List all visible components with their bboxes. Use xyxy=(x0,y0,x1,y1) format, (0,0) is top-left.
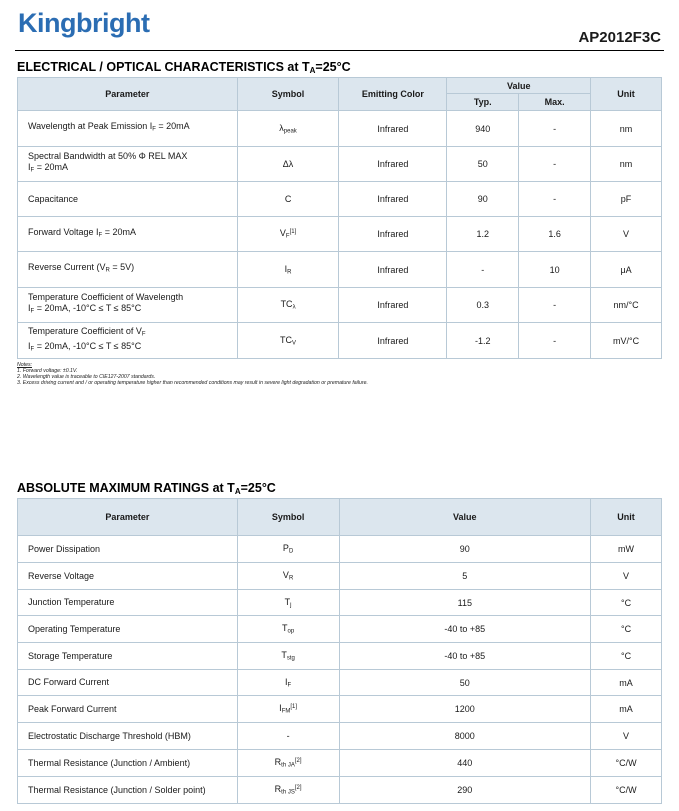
max-cell: - xyxy=(519,111,591,147)
header-parameter: Parameter xyxy=(18,499,238,536)
symbol-subscript: V xyxy=(292,340,297,347)
parameter-cell xyxy=(18,217,238,252)
symbol-text: T xyxy=(284,596,291,607)
symbol-cell xyxy=(237,323,339,359)
value-cell: 1200 xyxy=(339,696,591,723)
value-cell: -40 to +85 xyxy=(339,643,591,670)
parameter-subscript: F xyxy=(98,232,103,239)
symbol-cell xyxy=(237,563,339,590)
parameter-text: = 20mA xyxy=(155,121,190,132)
header-divider xyxy=(15,50,664,51)
header-unit: Unit xyxy=(591,499,662,536)
note-item: 2. Wavelength value is traceable to CIE127-2007 standards. xyxy=(17,374,156,380)
symbol-cell xyxy=(237,288,339,323)
symbol-superscript: [2] xyxy=(294,785,302,792)
symbol-cell xyxy=(237,696,339,723)
symbol-text: T xyxy=(282,623,288,634)
parameter-cell: Reverse Voltage xyxy=(18,563,238,590)
table-row xyxy=(18,563,662,590)
symbol-text: TC xyxy=(280,299,293,310)
kingbright-logo: Kingbright xyxy=(18,8,150,38)
symbol-cell xyxy=(237,111,339,147)
symbol-text: R xyxy=(274,784,282,795)
unit-cell: °C/W xyxy=(591,750,662,777)
parameter-text: = 20mA xyxy=(34,162,68,173)
max-cell: 10 xyxy=(519,252,591,288)
electrical-characteristics-table xyxy=(17,77,662,359)
header-symbol: Symbol xyxy=(237,499,339,536)
typ-cell: 940 xyxy=(447,111,519,147)
parameter-text: = 20mA xyxy=(102,226,136,237)
parameter-text: Forward Voltage I xyxy=(28,226,99,237)
symbol-subscript: R xyxy=(287,269,292,276)
symbol-subscript: stg xyxy=(286,655,295,662)
emitting-color-cell: Infrared xyxy=(339,182,447,217)
parameter-line xyxy=(28,121,237,136)
symbol-cell xyxy=(237,252,339,288)
symbol-subscript: th JS xyxy=(281,789,295,796)
symbol-cell xyxy=(237,590,339,616)
parameter-line xyxy=(28,227,237,242)
unit-cell: V xyxy=(591,563,662,590)
symbol-superscript: [1] xyxy=(289,229,297,236)
symbol-text: Δλ xyxy=(282,159,294,169)
symbol-cell xyxy=(237,750,339,777)
parameter-cell: Power Dissipation xyxy=(18,536,238,563)
symbol-text: C xyxy=(284,194,292,204)
unit-cell: V xyxy=(591,723,662,750)
table-row xyxy=(18,616,662,643)
parameter-line xyxy=(28,303,237,318)
table-row xyxy=(18,750,662,777)
unit-cell: °C xyxy=(591,643,662,670)
parameter-subscript: F xyxy=(30,308,35,315)
parameter-text: Temperature Coefficient of V xyxy=(28,326,142,336)
emitting-color-cell: Infrared xyxy=(339,217,447,252)
absolute-ratings-table xyxy=(17,498,662,804)
header-symbol: Symbol xyxy=(237,78,339,111)
table-row xyxy=(18,643,662,670)
note-item: 1. Forward voltage: ±0.1V. xyxy=(17,368,78,374)
symbol-subscript: λ xyxy=(292,304,296,311)
symbol-subscript: th JA xyxy=(281,762,295,769)
table-row xyxy=(18,182,662,217)
header-parameter: Parameter xyxy=(18,78,238,111)
typ-cell: - xyxy=(447,252,519,288)
value-cell: 90 xyxy=(339,536,591,563)
symbol-cell xyxy=(237,536,339,563)
header-max: Max. xyxy=(519,94,591,111)
symbol-cell xyxy=(237,643,339,670)
symbol-cell xyxy=(237,217,339,252)
unit-cell: pF xyxy=(591,182,662,217)
parameter-text: = 20mA, -10°C ≤ T ≤ 85°C xyxy=(34,340,142,351)
symbol-text: I xyxy=(285,676,288,687)
symbol-text: λ xyxy=(279,122,284,133)
parameter-text: Temperature Coefficient of Wavelength xyxy=(28,292,184,303)
parameter-cell: Thermal Resistance (Junction / Solder point) xyxy=(18,777,238,804)
unit-cell: °C/W xyxy=(591,777,662,804)
typ-cell: 1.2 xyxy=(447,217,519,252)
header-emitting-color: Emitting Color xyxy=(339,78,447,111)
parameter-line xyxy=(28,194,237,205)
symbol-cell xyxy=(237,723,339,750)
table-row xyxy=(18,777,662,804)
parameter-text: Capacitance xyxy=(28,193,79,204)
value-cell: 290 xyxy=(339,777,591,804)
value-cell: 50 xyxy=(339,670,591,696)
max-cell: - xyxy=(519,288,591,323)
symbol-text: V xyxy=(282,570,289,581)
unit-cell: nm xyxy=(591,111,662,147)
header-unit: Unit xyxy=(591,78,662,111)
symbol-text: P xyxy=(282,543,289,554)
parameter-cell: Electrostatic Discharge Threshold (HBM) xyxy=(18,723,238,750)
value-cell: 440 xyxy=(339,750,591,777)
parameter-cell xyxy=(18,323,238,359)
table-row xyxy=(18,670,662,696)
note-item: 3. Excess driving current and / or operating temperature higher than recommended conditions may result in severe light degradation or premature failure. xyxy=(17,380,368,386)
parameter-cell xyxy=(18,111,238,147)
symbol-subscript: F xyxy=(285,233,290,240)
symbol-text: R xyxy=(274,757,282,768)
emitting-color-cell: Infrared xyxy=(339,323,447,359)
parameter-text: = 20mA, -10°C ≤ T ≤ 85°C xyxy=(34,303,142,314)
typ-cell: -1.2 xyxy=(447,323,519,359)
part-number: AP2012F3C xyxy=(578,29,661,46)
value-cell: 5 xyxy=(339,563,591,590)
header-typ: Typ. xyxy=(447,94,519,111)
symbol-cell xyxy=(237,147,339,182)
unit-cell: mW xyxy=(591,536,662,563)
typ-cell: 50 xyxy=(447,147,519,182)
parameter-subscript: F xyxy=(30,346,35,352)
unit-cell: °C xyxy=(591,590,662,616)
electrical-section-title: ELECTRICAL / OPTICAL CHARACTERISTICS at $T_A=25^\circ C$ xyxy=(17,60,351,75)
parameter-text: Reverse Current (V xyxy=(28,262,106,273)
table-row xyxy=(18,147,662,182)
unit-cell: °C xyxy=(591,616,662,643)
symbol-text: T xyxy=(281,650,287,661)
typ-cell: 0.3 xyxy=(447,288,519,323)
unit-cell: V xyxy=(591,217,662,252)
max-cell: - xyxy=(519,147,591,182)
notes-heading: Notes: xyxy=(17,362,32,368)
symbol-text: V xyxy=(279,228,286,239)
symbol-text: TC xyxy=(280,334,293,345)
symbol-subscript: j xyxy=(290,602,292,609)
parameter-cell: Junction Temperature xyxy=(18,590,238,616)
parameter-text: I xyxy=(28,340,31,351)
table-row xyxy=(18,723,662,750)
parameter-text: Wavelength at Peak Emission I xyxy=(28,121,153,132)
max-cell: - xyxy=(519,182,591,217)
table-row xyxy=(18,323,662,359)
emitting-color-cell: Infrared xyxy=(339,147,447,182)
table-row xyxy=(18,217,662,252)
symbol-cell xyxy=(237,616,339,643)
parameter-subscript: F xyxy=(30,167,35,174)
symbol-text: I xyxy=(279,703,282,714)
max-cell: 1.6 xyxy=(519,217,591,252)
table-row xyxy=(18,590,662,616)
symbol-subscript: R xyxy=(288,575,294,582)
unit-cell: nm/°C xyxy=(591,288,662,323)
emitting-color-cell: Infrared xyxy=(339,288,447,323)
parameter-cell: Thermal Resistance (Junction / Ambient) xyxy=(18,750,238,777)
symbol-text: - xyxy=(286,731,290,741)
parameter-line xyxy=(28,292,237,303)
parameter-cell: Peak Forward Current xyxy=(18,696,238,723)
unit-cell: μA xyxy=(591,252,662,288)
unit-cell: mA xyxy=(591,670,662,696)
symbol-subscript: FM xyxy=(281,708,291,715)
parameter-subscript: R xyxy=(105,267,110,274)
table-row xyxy=(18,252,662,288)
parameter-cell xyxy=(18,182,238,217)
symbol-superscript: [1] xyxy=(290,704,298,711)
parameter-text: Spectral Bandwidth at 50% Φ REL MAX xyxy=(28,151,188,162)
table-notes xyxy=(17,362,368,386)
symbol-cell xyxy=(237,182,339,217)
value-cell: 115 xyxy=(339,590,591,616)
parameter-cell xyxy=(18,147,238,182)
unit-cell: mV/°C xyxy=(591,323,662,359)
table-row xyxy=(18,696,662,723)
parameter-line xyxy=(28,326,237,341)
unit-cell: nm xyxy=(591,147,662,182)
symbol-cell xyxy=(237,777,339,804)
parameter-line xyxy=(28,162,237,177)
symbol-superscript: [2] xyxy=(294,758,302,765)
parameter-cell: Storage Temperature xyxy=(18,643,238,670)
parameter-subscript: F xyxy=(141,331,146,338)
table-row xyxy=(18,288,662,323)
parameter-cell: Operating Temperature xyxy=(18,616,238,643)
parameter-text: I xyxy=(28,162,31,173)
table-row xyxy=(18,536,662,563)
parameter-text: = 5V) xyxy=(109,262,135,273)
parameter-cell: DC Forward Current xyxy=(18,670,238,696)
header-value: Value xyxy=(447,78,591,94)
emitting-color-cell: Infrared xyxy=(339,252,447,288)
symbol-text: I xyxy=(284,263,288,274)
absolute-ratings-section-title: ABSOLUTE MAXIMUM RATINGS at $T_A=25^\circ C$ xyxy=(17,481,276,496)
value-cell: -40 to +85 xyxy=(339,616,591,643)
max-cell: - xyxy=(519,323,591,359)
symbol-subscript: peak xyxy=(283,128,297,135)
parameter-line xyxy=(28,341,237,356)
typ-cell: 90 xyxy=(447,182,519,217)
header-value: Value xyxy=(339,499,591,536)
symbol-subscript: op xyxy=(287,628,295,635)
parameter-line xyxy=(28,151,237,162)
value-cell: 8000 xyxy=(339,723,591,750)
symbol-cell xyxy=(237,670,339,696)
symbol-subscript: F xyxy=(287,682,292,689)
parameter-cell xyxy=(18,252,238,288)
emitting-color-cell: Infrared xyxy=(339,111,447,147)
table-row xyxy=(18,111,662,147)
parameter-cell xyxy=(18,288,238,323)
parameter-subscript: F xyxy=(152,126,156,133)
parameter-line xyxy=(28,262,237,277)
unit-cell: mA xyxy=(591,696,662,723)
symbol-subscript: D xyxy=(288,548,294,555)
parameter-text: I xyxy=(28,303,31,314)
